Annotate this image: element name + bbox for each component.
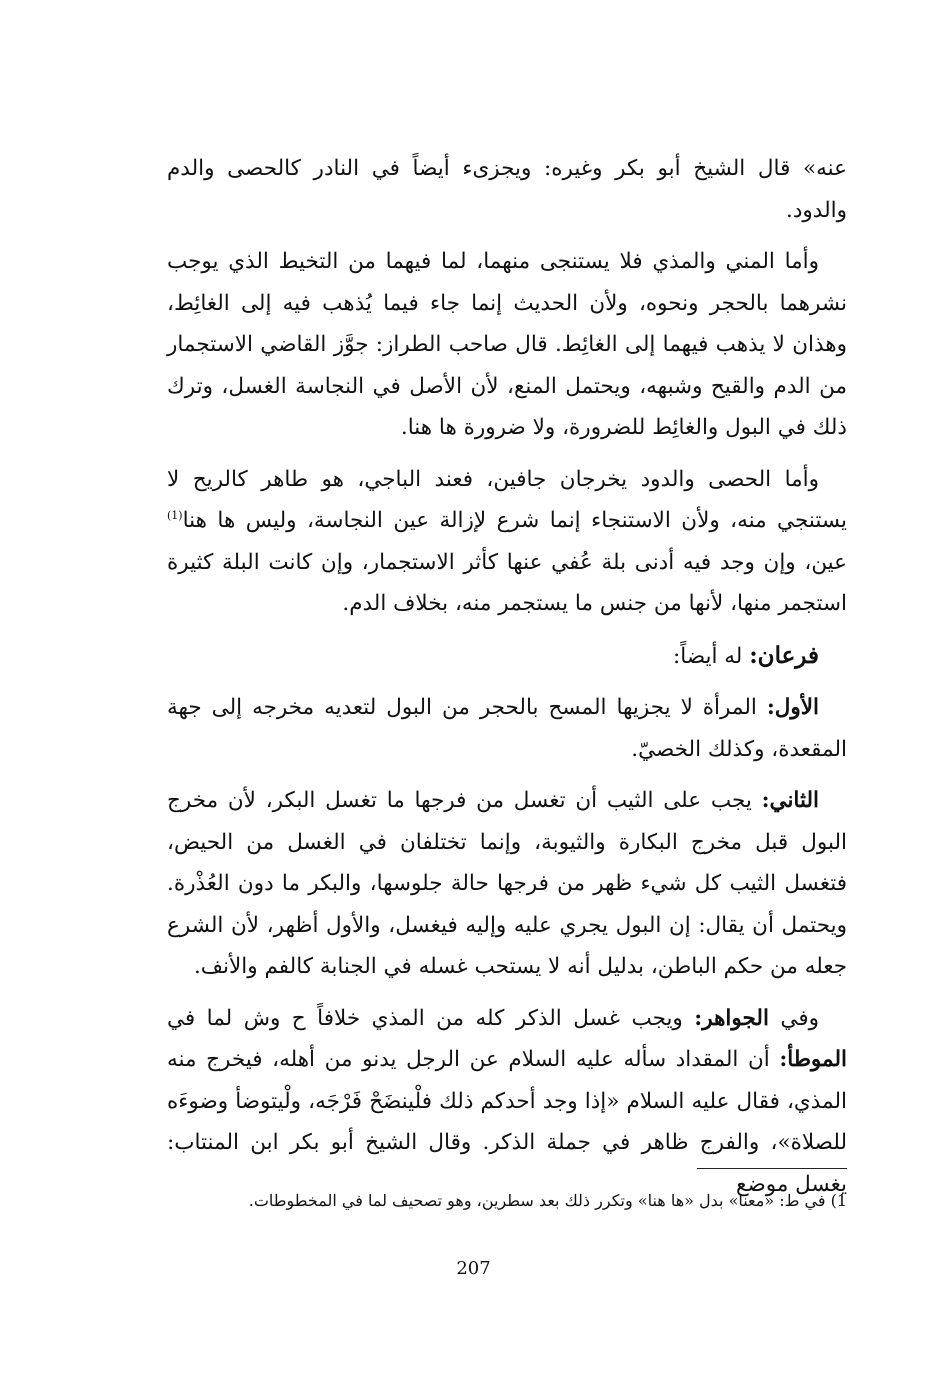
page-number: 207 bbox=[456, 1258, 491, 1279]
footnote-text: في ط: «معنا» بدل «ها هنا» وتكرر ذلك بعد سطرين، وهو تصحيف لما في المخطوطات. bbox=[248, 1191, 831, 1210]
paragraph-hasa-dud-part2: عين، وإن وجد فيه أدنى بلة عُفي عنها كأثر الاستجمار، وإن كانت البلة كثيرة استجمر منها، لأنها من جنس ما يستجمر منه، بخلاف الدم. bbox=[167, 549, 847, 616]
section-heading bbox=[167, 635, 847, 678]
paragraph-jawahir-prefix: وفي bbox=[768, 1005, 819, 1031]
branch-second-text: يجب على الثيب أن تغسل من فرجها ما تغسل البكر، لأن مخرج البول قبل مخرج البكارة والثيوبة، وإنما تختلفان في الغسل من الحيض، فتغسل الثيب كل شيء ظهر من فرجها حالة جلوسها، والبكر ما دون العُذْرة. ويحتمل أن يقال: إن البول يجري عليه وإليه فيغسل، والأول أظهر، لأن الشرع جعله من حكم الباطن، بدليل أنه لا يستحب غسله في الجنابة كالفم والأنف. bbox=[167, 788, 847, 979]
source-muwatta: الموطأ: bbox=[779, 1047, 847, 1072]
footnote-number: 1) bbox=[830, 1191, 847, 1210]
paragraph-hasa-dud-part1: وأما الحصى والدود يخرجان جافين، فعند الباجي، هو طاهر كالريح لا يستنجي منه، ولأن الاستنجاء إنما شرع لإزالة عين النجاسة، وليس ها هنا bbox=[167, 466, 847, 533]
section-heading-bold: فرعان: bbox=[749, 641, 819, 669]
paragraph-jawahir bbox=[167, 998, 847, 1206]
source-jawahir: الجواهر: bbox=[694, 1005, 769, 1031]
footnote bbox=[167, 1188, 847, 1214]
paragraph-opening: عنه» قال الشيخ أبو بكر وغيره: ويجزىء أيضاً في النادر كالحصى والدم والدود. bbox=[167, 156, 847, 223]
footnote-divider bbox=[697, 1168, 847, 1169]
paragraph-hasa-dud bbox=[167, 459, 847, 625]
section-heading-rest: له أيضاً: bbox=[673, 643, 750, 669]
branch-second-label: الثاني: bbox=[761, 788, 819, 813]
branch-second bbox=[167, 780, 847, 988]
paragraph-jawahir-mid: ويجب غسل الذكر كله من المذي خلافاً ح وش لما في bbox=[167, 1005, 695, 1031]
paragraph-mani-madhi: وأما المني والمذي فلا يستنجى منهما، لما فيهما من التخيط الذي يوجب نشرهما بالحجر ونحوه، ولأن الحديث إنما جاء فيما يُذهب فيه إلى الغائِط، وهذان لا يذهب فيهما إلى الغائِط. قال صاحب الطراز: جوَّز القاضي الاستجمار من الدم والقيح وشبهه، ويحتمل المنع، لأن الأصل في النجاسة الغسل، وترك ذلك في البول والغائِط للضرورة، ولا ضرورة ها هنا. bbox=[167, 249, 847, 440]
branch-first-label: الأول: bbox=[766, 695, 819, 720]
main-text-block bbox=[167, 148, 847, 1215]
paragraph-jawahir-end: أن المقداد سأله عليه السلام عن الرجل يدنو من أهله، فيخرج منه المذي، فقال عليه السلام «إذا وجد أحدكم ذلك فلْينضَحْ فَرْجَه، ولْيتوضأ وضوءَه للصلاة»، والفرج ظاهر في جملة الذكر. وقال الشيخ أبو بكر ابن المنتاب: يغسل موضع bbox=[167, 1047, 847, 1197]
footnote-reference[interactable]: (1) bbox=[167, 508, 183, 522]
branch-first bbox=[167, 687, 847, 770]
branch-first-text: المرأة لا يجزيها المسح بالحجر من البول لتعديه مخرجه إلى جهة المقعدة، وكذلك الخصيّ. bbox=[167, 695, 847, 762]
